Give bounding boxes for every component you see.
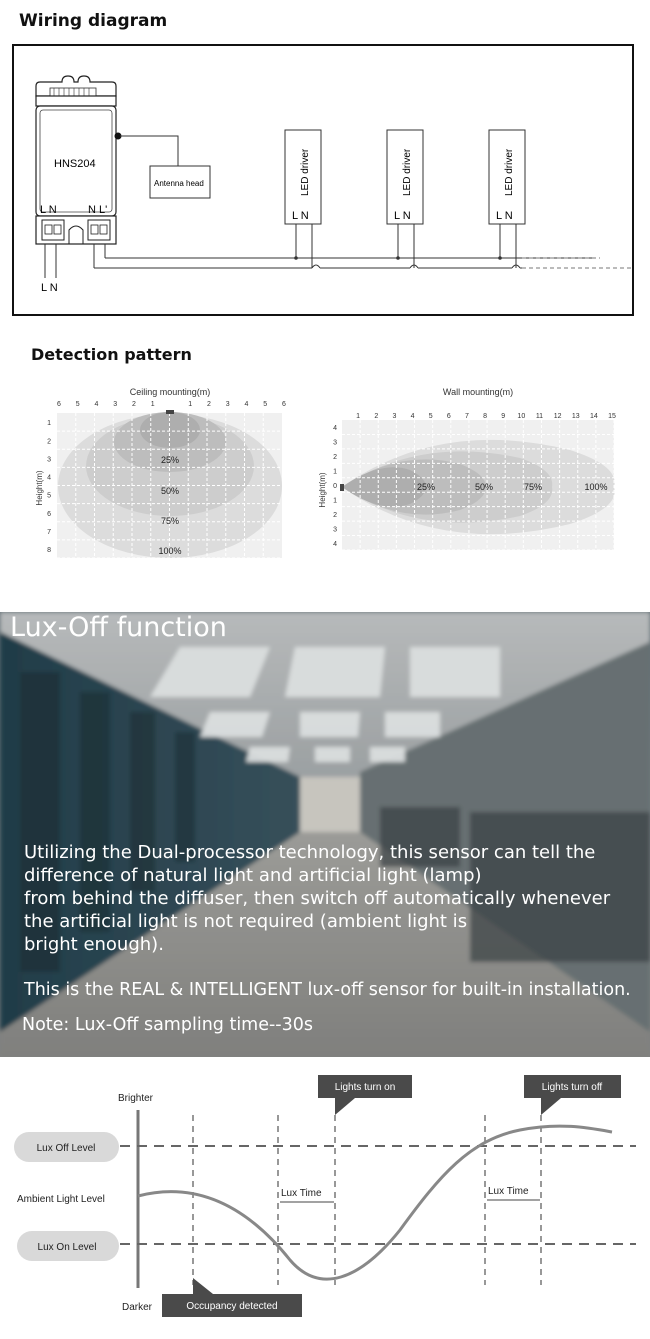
- wall-x-tick: 14: [589, 413, 598, 420]
- lux-off-level-label: Lux Off Level: [36, 1143, 96, 1154]
- antenna-label: Antenna head: [154, 179, 204, 188]
- lux-off-line-4: the artificial light is not required (ambient light is: [24, 911, 468, 932]
- wall-chart: [318, 387, 616, 550]
- wall-x-tick: 11: [535, 413, 544, 420]
- ceiling-x-tick: 2: [132, 401, 136, 408]
- ceiling-x-tick: 3: [113, 401, 118, 408]
- lights-off-label: Lights turn off: [541, 1082, 603, 1093]
- led-driver-1-terminals: L N: [292, 210, 309, 222]
- lux-off-note: Note: Lux-Off sampling time--30s: [22, 1015, 314, 1035]
- ceiling-y-tick: 5: [47, 492, 51, 500]
- axis-darker-label: Darker: [122, 1302, 153, 1313]
- ceiling-zone-100: 100%: [158, 546, 182, 556]
- lux-timing-diagram: [0, 1060, 650, 1339]
- lux-off-line-1: Utilizing the Dual-processor technology, this sensor can tell the: [24, 842, 596, 863]
- led-driver-2-label: LED driver: [402, 148, 413, 196]
- ceiling-x-tick: 4: [244, 401, 249, 408]
- device-label: HNS204: [54, 158, 96, 170]
- ceiling-y-tick: 6: [47, 510, 51, 518]
- ceiling-y-tick: 8: [47, 547, 51, 554]
- lux-off-title: Lux-Off function: [10, 612, 227, 643]
- ceiling-y-ticks: [47, 420, 51, 554]
- wall-zone-75: 75%: [523, 482, 543, 492]
- led-driver-3-terminals: L N: [496, 210, 513, 222]
- lux-on-level-label: Lux On Level: [37, 1242, 97, 1253]
- wiring-diagram-svg: [14, 46, 632, 314]
- wiring-diagram-title: Wiring diagram: [19, 11, 168, 31]
- ceiling-x-tick: 6: [57, 401, 61, 408]
- wall-x-tick: 2: [374, 413, 379, 420]
- wall-zone-100: 100%: [584, 482, 608, 492]
- lux-off-line-3: from behind the diffuser, then switch off automatically whenever: [24, 888, 611, 909]
- wall-ylabel: Height(m): [318, 472, 327, 508]
- wall-x-tick: 15: [608, 413, 616, 420]
- wall-x-tick: 8: [483, 413, 488, 420]
- lux-off-statement: This is the REAL & INTELLIGENT lux-off sensor for built-in installation.: [24, 980, 631, 1000]
- ceiling-zone-25: 25%: [160, 455, 180, 465]
- ceiling-x-tick: 3: [225, 401, 230, 408]
- device-left-terminals: L N: [40, 204, 57, 216]
- occupancy-label: Occupancy detected: [186, 1301, 278, 1312]
- ceiling-y-tick: 4: [47, 474, 51, 482]
- wall-y-tick: 0: [333, 483, 337, 490]
- detection-pattern-svg: [0, 378, 650, 570]
- led-driver-2-terminals: L N: [394, 210, 411, 222]
- wall-x-tick: 7: [464, 413, 469, 420]
- wall-x-tick: 5: [428, 413, 433, 420]
- ceiling-x-tick: 1: [150, 401, 155, 408]
- wall-y-tick: 1: [333, 497, 337, 505]
- wiring-diagram-frame: [12, 44, 634, 316]
- ambient-level-label: Ambient Light Level: [17, 1194, 105, 1205]
- wall-y-tick: 1: [333, 468, 337, 476]
- wall-y-tick: 2: [333, 511, 337, 519]
- wall-title: Wall mounting(m): [442, 387, 514, 397]
- ceiling-x-tick: 1: [188, 401, 193, 408]
- wall-y-tick: 2: [333, 454, 337, 462]
- ceiling-x-tick: 6: [282, 401, 286, 408]
- ceiling-zone-75: 75%: [160, 516, 180, 526]
- ceiling-zone-50: 50%: [160, 486, 180, 496]
- ceiling-x-tick: 5: [75, 401, 80, 408]
- detection-pattern-title: Detection pattern: [31, 345, 192, 364]
- wall-y-tick: 3: [333, 526, 337, 534]
- wall-x-tick: 9: [501, 413, 506, 420]
- wall-y-tick: 4: [333, 425, 337, 433]
- wall-x-ticks: [356, 413, 616, 420]
- ceiling-y-tick: 1: [47, 420, 51, 428]
- wall-x-tick: 3: [392, 413, 397, 420]
- ceiling-x-ticks: [57, 401, 286, 408]
- wall-zone-25: 25%: [416, 482, 436, 492]
- wall-x-tick: 1: [356, 413, 361, 420]
- wall-y-tick: 4: [333, 540, 337, 548]
- wall-x-tick: 6: [446, 413, 451, 420]
- lux-time-label-1: Lux Time: [281, 1188, 322, 1199]
- lux-off-line-5: bright enough).: [24, 934, 164, 955]
- wall-y-tick: 3: [333, 439, 337, 447]
- ceiling-ylabel: Height(m): [35, 470, 44, 506]
- ceiling-x-tick: 4: [94, 401, 99, 408]
- ceiling-title: Ceiling mounting(m): [129, 387, 211, 397]
- ceiling-x-tick: 5: [263, 401, 268, 408]
- ceiling-x-tick: 2: [207, 401, 211, 408]
- wall-x-tick: 4: [410, 413, 415, 420]
- wall-x-tick: 12: [553, 413, 562, 420]
- axis-brighter-label: Brighter: [118, 1093, 154, 1104]
- wall-zone-50: 50%: [474, 482, 494, 492]
- lux-off-line-2: difference of natural light and artificial light (lamp): [24, 865, 482, 886]
- ceiling-chart: [35, 387, 286, 558]
- led-driver-3-label: LED driver: [504, 148, 515, 196]
- lights-on-label: Lights turn on: [334, 1082, 396, 1093]
- ceiling-y-tick: 2: [47, 438, 51, 446]
- wall-y-ticks: [333, 425, 337, 548]
- ceiling-y-tick: 7: [47, 528, 51, 536]
- wall-x-tick: 13: [571, 413, 580, 420]
- lux-time-label-2: Lux Time: [488, 1186, 529, 1197]
- device-right-terminals: N L': [88, 204, 108, 216]
- ceiling-y-tick: 3: [47, 456, 51, 464]
- supply-terminals: L N: [41, 282, 58, 294]
- led-driver-1-label: LED driver: [300, 148, 311, 196]
- wall-x-tick: 10: [517, 413, 526, 420]
